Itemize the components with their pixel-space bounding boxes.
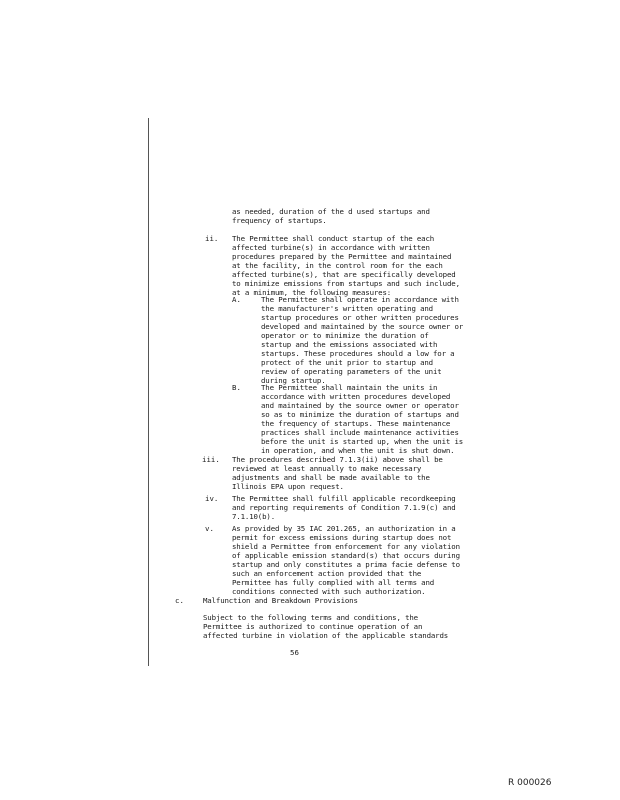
text-line: at the facility, in the control room for the each [232, 261, 443, 270]
text-line: permit for excess emissions during startup does not [232, 533, 452, 542]
text-line: 7.1.10(b). [232, 512, 275, 521]
text-line: startup and the emissions associated with [261, 340, 438, 349]
text-line: The Permittee shall fulfill applicable recordkeeping [232, 494, 456, 503]
text-line: in operation, and when the unit is shut down. [261, 446, 455, 455]
text-line: such an enforcement action provided that the [232, 569, 422, 578]
text-line: conditions connected with such authorization. [232, 587, 426, 596]
text-line: review of operating parameters of the unit [261, 367, 442, 376]
text-line: The Permittee shall maintain the units in [261, 383, 438, 392]
text-line: affected turbine in violation of the applicable standards [203, 631, 449, 640]
text-line: frequency of startups. [232, 216, 327, 225]
text-line: protect of the unit prior to startup and [261, 358, 433, 367]
text-line: of applicable emission standard(s) that occurs during [232, 551, 460, 560]
text-line: Illinois EPA upon request. [232, 482, 344, 491]
sub-label: A. [232, 295, 241, 304]
page-number: 56 [290, 648, 299, 657]
bates-number: R 000026 [508, 778, 552, 788]
text-line: procedures prepared by the Permittee and maintained [232, 252, 452, 261]
text-line: startups. These procedures should a low for a [261, 349, 455, 358]
text-line: As provided by 35 IAC 201.265, an authorization in a [232, 524, 456, 533]
text-line: to minimize emissions from startups and such include, [232, 279, 460, 288]
text-line: so as to minimize the duration of startups and [261, 410, 459, 419]
text-line: at a minimum, the following measures: [232, 288, 392, 297]
text-line: the manufacturer's written operating and [261, 304, 433, 313]
text-line: during startup. [261, 376, 326, 385]
text-line: affected turbine(s) in accordance with written [232, 243, 430, 252]
text-line: Permittee has fully complied with all terms and [232, 578, 435, 587]
text-line: The procedures described 7.1.3(ii) above shall be [232, 455, 443, 464]
text-line: The Permittee shall operate in accordance with [261, 295, 459, 304]
text-line: and maintained by the source owner or operator [261, 401, 459, 410]
text-line: the frequency of startups. These maintenance [261, 419, 451, 428]
text-line: before the unit is started up, when the unit is [261, 437, 464, 446]
text-line: accordance with written procedures developed [261, 392, 451, 401]
text-line: reviewed at least annually to make necessary [232, 464, 422, 473]
item-label: iv. [205, 494, 219, 503]
text-line: shield a Permittee from enforcement for any violation [232, 542, 460, 551]
item-label: v. [205, 524, 214, 533]
text-line: operator or to minimize the duration of [261, 331, 429, 340]
text-line: and reporting requirements of Condition 7.1.9(c) and [232, 503, 456, 512]
text-line: affected turbine(s), that are specifically developed [232, 270, 456, 279]
margin-rule [148, 118, 149, 666]
text-line: Permittee is authorized to continue operation of an [203, 622, 423, 631]
text-line: practices shall include maintenance activities [261, 428, 459, 437]
text-line: startup and only constitutes a prima facie defense to [232, 560, 460, 569]
text-line: developed and maintained by the source owner or [261, 322, 464, 331]
section-label: c. [175, 596, 184, 605]
text-line: startup procedures or other written procedures [261, 313, 459, 322]
text-line: Subject to the following terms and conditions, the [203, 613, 418, 622]
text-line: as needed, duration of the d used startups and [232, 207, 430, 216]
item-label: iii. [202, 455, 220, 464]
text-line: adjustments and shall be made available to the [232, 473, 430, 482]
text-line: The Permittee shall conduct startup of the each [232, 234, 435, 243]
item-label: ii. [205, 234, 219, 243]
section-heading: Malfunction and Breakdown Provisions [203, 596, 358, 605]
sub-label: B. [232, 383, 241, 392]
